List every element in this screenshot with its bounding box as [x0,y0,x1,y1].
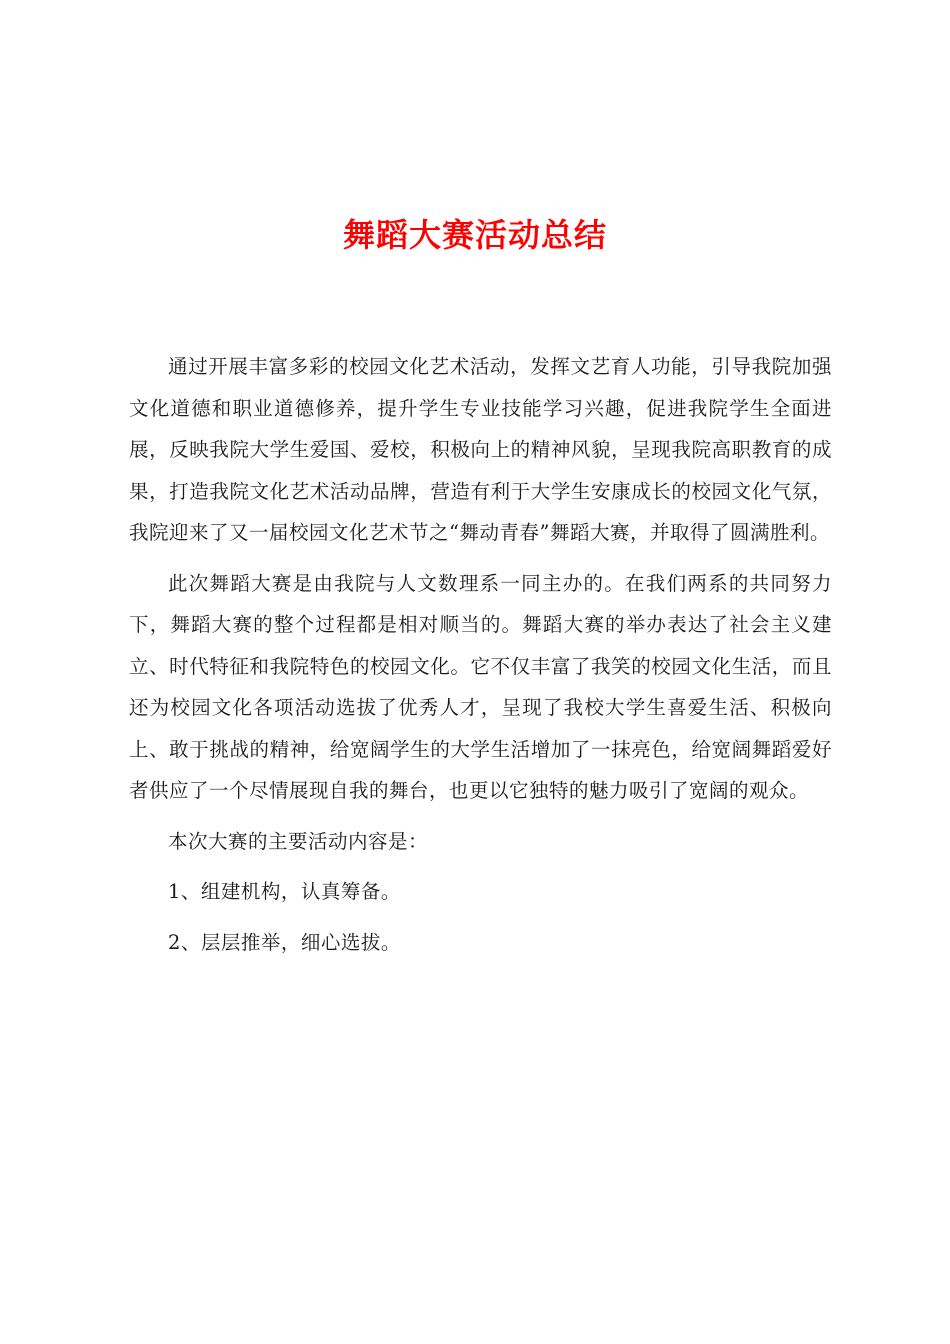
list-item-2: 2、层层推举，细心选拔。 [168,930,401,954]
list-item-1: 1、组建机构，认真筹备。 [168,880,401,903]
paragraph-intro: 通过开展丰富多彩的校园文化艺术活动，发挥文艺育人功能，引导我院加强文化道德和职业道德修养，提升学生专业技能学习兴趣，促进我院学生全面进展，反映我院大学生爱国、爱校，积极向上的精神风貌，呈现我院高职教育的成果，打造我院文化艺术活动品牌，营造有利于大学生安康成长的校园文化气氛，我院迎来了又一届校园文化艺术节之“舞动青春”舞蹈大赛，并取得了圆满胜利。 [129,355,832,544]
paragraph-organizers: 此次舞蹈大赛是由我院与人文数理系一同主办的。在我们两系的共同努力下，舞蹈大赛的整个过程都是相对顺当的。舞蹈大赛的举办表达了社会主义建立、时代特征和我院特色的校园文化。它不仅丰富了我笑的校园文化生活，而且还为校园文化各项活动选拔了优秀人才，呈现了我校大学生喜爱生活、积极向上、敢于挑战的精神，给宽阔学生的大学生活增加了一抹亮色，给宽阔舞蹈爱好者供应了一个尽情展现自我的舞台，也更以它独特的魅力吸引了宽阔的观众。 [129,571,832,802]
document-body [129,346,832,972]
document-title: 舞蹈大赛活动总结 [342,216,607,254]
paragraph-content-heading: 本次大赛的主要活动内容是： [168,829,429,853]
